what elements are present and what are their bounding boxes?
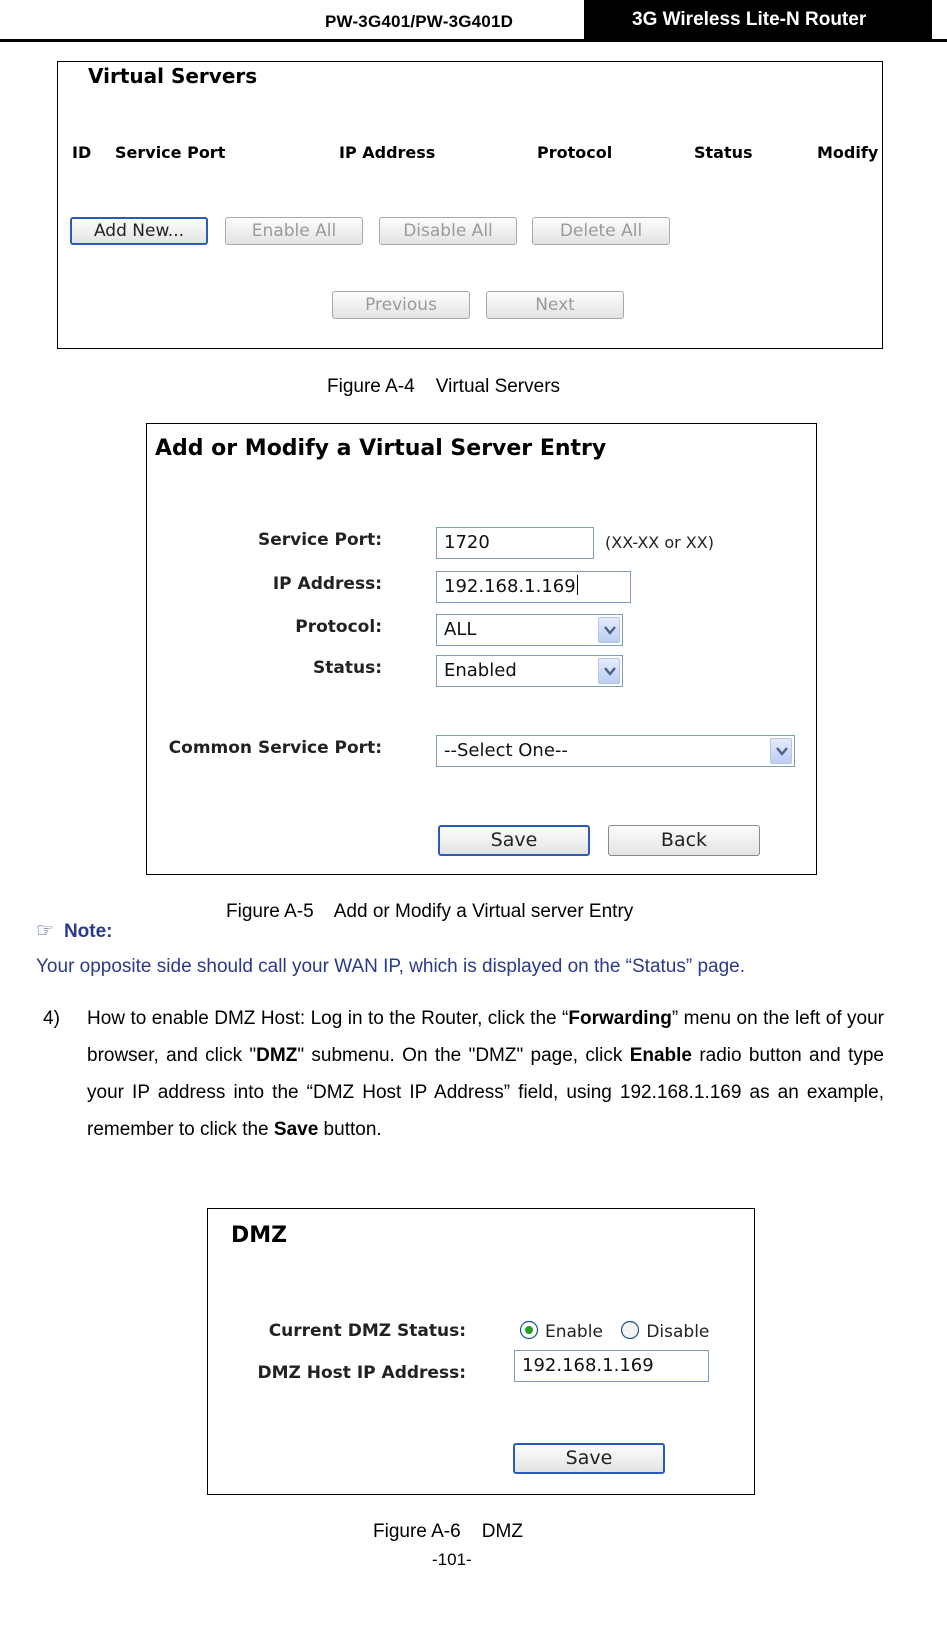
entry-form-screenshot: [146, 423, 817, 875]
dmz-save-button[interactable]: Save: [513, 1443, 665, 1474]
enable-radio-label: Enable: [545, 1322, 603, 1342]
enable-radio-ref: Enable: [629, 1045, 692, 1066]
figure-a4-title: Virtual Servers: [435, 376, 561, 397]
enable-radio[interactable]: [519, 1320, 539, 1345]
chevron-down-icon[interactable]: [598, 658, 620, 684]
common-service-port-select[interactable]: [436, 735, 795, 767]
previous-button[interactable]: Previous: [332, 291, 470, 319]
enable-all-button[interactable]: Enable All: [225, 217, 363, 245]
chevron-down-icon[interactable]: [770, 738, 792, 764]
disable-radio-label: Disable: [646, 1322, 710, 1342]
service-port-input[interactable]: 1720: [436, 527, 594, 559]
protocol-select[interactable]: [436, 614, 623, 646]
figure-a5-number: Figure A-5: [226, 901, 314, 922]
disable-radio[interactable]: [620, 1320, 640, 1345]
dmz-host-ip-label: DMZ Host IP Address:: [257, 1363, 466, 1383]
status-label: Status:: [313, 658, 382, 678]
step-text-part: " submenu. On the "DMZ" page, click: [297, 1045, 630, 1066]
figure-a4-caption: [327, 376, 560, 398]
figure-a6-number: Figure A-6: [373, 1521, 461, 1542]
protocol-value: ALL: [444, 619, 477, 640]
ip-address-value: 192.168.1.169: [444, 576, 576, 597]
delete-all-button[interactable]: Delete All: [532, 217, 670, 245]
dmz-submenu-ref: DMZ: [256, 1045, 298, 1066]
forwarding-menu-ref: Forwarding: [568, 1008, 672, 1029]
add-new-button[interactable]: Add New...: [70, 217, 208, 245]
common-service-port-value: --Select One--: [444, 740, 568, 761]
note-heading: [36, 918, 113, 943]
dmz-status-label: Current DMZ Status:: [268, 1321, 466, 1341]
page-number: -101-: [432, 1550, 472, 1569]
figure-a6-caption: [373, 1521, 523, 1543]
entry-form-title: Add or Modify a Virtual Server Entry: [155, 436, 607, 461]
note-text: Your opposite side should call your WAN IP, which is displayed on the “Status” page.: [36, 956, 746, 977]
step-text-part: ” menu on the left of your browser, and click ": [87, 1008, 884, 1066]
step-text: [87, 1000, 884, 1148]
header-model: PW-3G401/PW-3G401D: [325, 12, 514, 31]
text-cursor: [577, 575, 578, 595]
status-select[interactable]: [436, 655, 623, 687]
pointing-hand-icon: ☞: [36, 920, 54, 942]
vs-column-modify: Modify: [817, 143, 879, 162]
header-product: 3G Wireless Lite-N Router: [584, 0, 932, 40]
next-button[interactable]: Next: [486, 291, 624, 319]
dmz-host-ip-input[interactable]: 192.168.1.169: [514, 1350, 709, 1382]
common-service-port-label: Common Service Port:: [168, 738, 382, 758]
step-text-part: button.: [318, 1119, 382, 1140]
figure-a6-title: DMZ: [481, 1521, 523, 1542]
ip-address-input[interactable]: [436, 571, 631, 603]
dmz-title: DMZ: [231, 1223, 288, 1248]
virtual-servers-title: Virtual Servers: [88, 64, 258, 88]
figure-a5-caption: [226, 901, 633, 923]
step-number: 4): [43, 1008, 60, 1029]
ip-address-label: IP Address:: [272, 574, 382, 594]
dmz-screenshot: [207, 1208, 755, 1495]
vs-column-status: Status: [694, 143, 753, 162]
vs-column-protocol: Protocol: [537, 143, 613, 162]
service-port-hint: (XX-XX or XX): [605, 533, 714, 552]
dmz-status-radio-group: [519, 1320, 709, 1345]
save-button[interactable]: Save: [438, 825, 590, 856]
vs-column-ip-address: IP Address: [339, 143, 436, 162]
step-text-part: How to enable DMZ Host: Log in to the Router, click the “: [87, 1008, 569, 1029]
header-rule: [0, 39, 947, 42]
disable-all-button[interactable]: Disable All: [379, 217, 517, 245]
service-port-label: Service Port:: [257, 530, 382, 550]
note-label: Note:: [63, 921, 113, 942]
back-button[interactable]: Back: [608, 825, 760, 856]
figure-a5-title: Add or Modify a Virtual server Entry: [333, 901, 634, 922]
save-button-ref: Save: [273, 1119, 319, 1140]
status-value: Enabled: [444, 660, 517, 681]
figure-a4-number: Figure A-4: [327, 376, 415, 397]
step-text-part: radio button and type your IP address into the “DMZ Host IP Address” field, using 192.168.1.169 as an example, remember to click the: [87, 1045, 884, 1140]
protocol-label: Protocol:: [295, 617, 382, 637]
vs-column-id: ID: [72, 143, 92, 162]
chevron-down-icon[interactable]: [598, 617, 620, 643]
virtual-servers-screenshot: [57, 61, 883, 349]
vs-column-service-port: Service Port: [115, 143, 226, 162]
